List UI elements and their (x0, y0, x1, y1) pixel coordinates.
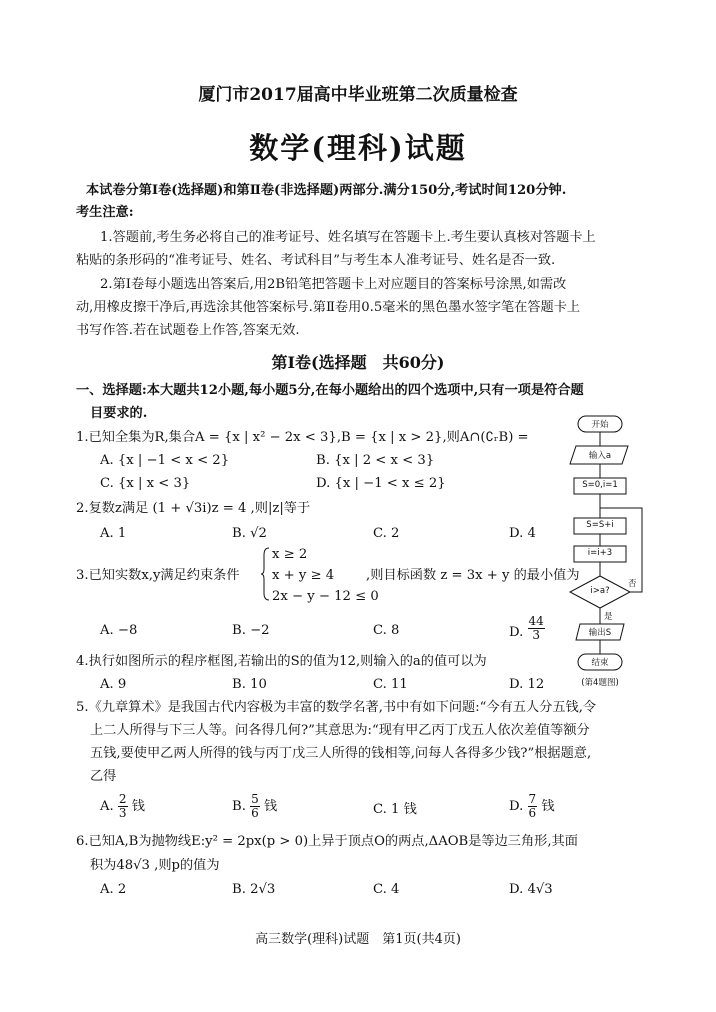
q1-option-c: C. {x | x < 3} (100, 476, 191, 491)
q4-option-b: B. 10 (232, 677, 267, 692)
fc-condition: i>a? (590, 586, 610, 596)
q5-stem-c: 五钱,要使甲乙两人所得的钱与丙丁戊三人所得的钱相等,问每人各得多少钱?”根据题意, (90, 746, 592, 761)
q5-a-fraction (118, 793, 128, 820)
notice-2a: 2.第Ⅰ卷每小题选出答案后,用2B铅笔把答题卡上对应题目的答案标号涂黑,如需改 (100, 277, 567, 292)
section-title: 第Ⅰ卷(选择题 共60分) (271, 353, 445, 372)
q5-option-b-label: B. (232, 799, 246, 814)
section-instruction-b: 目要求的. (90, 406, 148, 421)
q5-b-unit: 钱 (263, 799, 278, 814)
q3-option-d (509, 614, 545, 642)
q5-option-a-label: A. (100, 799, 114, 814)
fc-init: S=0,i=1 (582, 480, 618, 490)
q5-option-d-label: D. (509, 799, 524, 814)
q2-stem: 2.复数z满足 (1 + √3i)z = 4 ,则|z|等于 (76, 501, 311, 516)
q6-option-b: B. 2√3 (232, 882, 276, 897)
fc-no-label: 否 (628, 579, 637, 589)
q3-option-c: C. 8 (373, 623, 400, 638)
q5-d-den: 6 (528, 806, 537, 820)
q5-option-b (232, 793, 277, 820)
q5-option-a (100, 793, 145, 820)
q5-a-num: 2 (118, 792, 127, 806)
exam-subtitle: 厦门市2017届高中毕业班第二次质量检查 (198, 85, 518, 105)
fc-update-s: S=S+i (586, 520, 614, 530)
q3-constraint-2: x + y ≥ 4 (272, 568, 335, 583)
fc-yes-label: 是 (604, 612, 613, 622)
q5-b-den: 6 (251, 806, 259, 820)
q5-stem-a: 5.《九章算术》是我国古代内容极为丰富的数学名著,书中有如下问题:“今有五人分五钱,令 (76, 700, 597, 715)
q3-option-d-label: D. (509, 625, 524, 640)
q1-stem: 1.已知全集为R,集合A = {x | x² − 2x < 3},B = {x | x > 2},则A∩(∁ᵣB) = (76, 430, 529, 445)
q4-option-a: A. 9 (100, 677, 127, 692)
q6-option-a: A. 2 (100, 882, 127, 897)
intro-line: 本试卷分第Ⅰ卷(选择题)和第Ⅱ卷(非选择题)两部分.满分150分,考试时间120分钟. (86, 183, 567, 198)
q3-option-d-fraction (528, 615, 545, 642)
notice-2b: 动,用橡皮擦干净后,再选涂其他答案标号.第Ⅱ卷用0.5毫米的黑色墨水签字笔在答题卡上 (76, 300, 581, 315)
q3-d-den: 3 (532, 628, 540, 642)
q5-stem-b: 上二人所得与下三人等。问各得几何?”其意思为:“现有甲乙丙丁戊五人依次差值等额分 (90, 723, 590, 738)
q6-stem-b: 积为48√3 ,则p的值为 (90, 858, 220, 873)
q6-stem-a: 6.已知A,B为抛物线E:y² = 2px(p > 0)上异于顶点O的两点,ΔAOB是等边三角形,其面 (76, 834, 578, 849)
q5-b-fraction (250, 793, 260, 820)
notice-1b: 粘贴的条形码的“准考证号、姓名、考试科目”与考生本人准考证号、姓名是否一致. (76, 253, 556, 268)
q5-b-num: 5 (251, 792, 259, 806)
q5-d-unit: 钱 (541, 799, 555, 814)
q5-option-d (509, 793, 555, 820)
q3-option-b: B. −2 (232, 623, 270, 638)
flowchart (560, 412, 660, 692)
q3-brace (260, 547, 270, 601)
exam-title: 数学(理科)试题 (249, 131, 467, 165)
q3-option-a: A. −8 (100, 623, 138, 638)
section-instruction-a: 一、选择题:本大题共12小题,每小题5分,在每小题给出的四个选项中,只有一项是符合题 (76, 383, 584, 398)
q5-option-c: C. 1 钱 (373, 802, 417, 817)
q2-option-d: D. 4 (509, 526, 536, 541)
fc-end: 结束 (591, 658, 609, 668)
q3-d-num: 44 (528, 614, 544, 628)
q6-option-d: D. 4√3 (509, 882, 553, 897)
q5-d-num: 7 (528, 792, 537, 806)
q2-option-b: B. √2 (232, 526, 267, 541)
q3-constraint-3: 2x − y − 12 ≤ 0 (272, 589, 379, 604)
fc-caption: (第4题图) (581, 678, 619, 688)
q1-option-d: D. {x | −1 < x ≤ 2} (316, 476, 446, 491)
notice-1a: 1.答题前,考生务必将自己的准考证号、姓名填写在答题卡上.考生要认真核对答题卡上 (100, 230, 596, 245)
q5-a-den: 3 (118, 806, 127, 820)
q1-option-a: A. {x | −1 < x < 2} (100, 453, 230, 468)
q3-stem-a: 3.已知实数x,y满足约束条件 (76, 568, 240, 583)
q2-option-a: A. 1 (100, 526, 127, 541)
notice-2c: 书写作答.若在试题卷上作答,答案无效. (76, 323, 300, 338)
fc-input: 输入a (588, 451, 612, 461)
q6-option-c: C. 4 (373, 882, 400, 897)
q3-constraint-1: x ≥ 2 (272, 547, 308, 562)
fc-output: 输出S (588, 628, 612, 638)
q5-stem-d: 乙得 (90, 769, 117, 784)
q4-stem: 4.执行如图所示的程序框图,若输出的S的值为12,则输入的a的值可以为 (76, 654, 487, 669)
q5-d-fraction (528, 793, 538, 820)
q5-a-unit: 钱 (131, 799, 145, 814)
q1-option-b: B. {x | 2 < x < 3} (316, 453, 435, 468)
notice-title: 考生注意: (76, 205, 134, 220)
fc-update-i: i=i+3 (587, 548, 613, 558)
fc-start: 开始 (591, 420, 609, 430)
q4-option-c: C. 11 (373, 677, 408, 692)
page-footer: 高三数学(理科)试题 第1页(共4页) (255, 932, 461, 947)
q2-option-c: C. 2 (373, 526, 400, 541)
q4-option-d: D. 12 (509, 677, 545, 692)
q3-stem-b: ,则目标函数 z = 3x + y 的最小值为 (366, 568, 580, 583)
